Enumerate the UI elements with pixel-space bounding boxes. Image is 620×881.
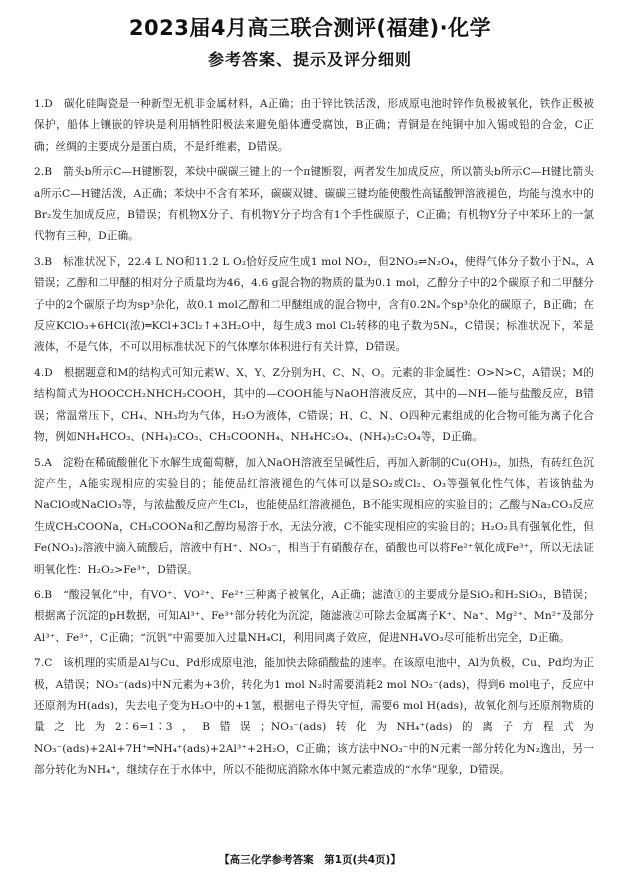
answer-explanation: 碳化硅陶瓷是一种新型无机非金属材料，A正确；由于锌比铁活泼，形成原电池时锌作负极被氧化，铁作正极被保护，船体上镶嵌的锌块是利用牺牲阳极法来避免船体遭受腐蚀，B正确；青铜是在纯铜中加入锡或铅的合金，C正确；丝绸的主要成分是蛋白质，不是纤维素，D错误。 <box>34 98 594 153</box>
answer-explanation: 箭头b所示C—H键断裂，苯炔中碳碳三键上的一个π键断裂，两者发生加成反应，所以箭头b所示C—H键比箭头a所示C—H键活泼，A正确；苯炔中不含有苯环，碳碳双键、碳碳三键均能使酸性高锰酸钾溶液褪色，均能与溴水中的Br₂发生加成反应，B错误；有机物X分子、有机物Y分子均含有1个手性碳原子，C正确；有机物Y分子中苯环上的一氯代物有三种，D正确。 <box>34 166 594 243</box>
page-footer: 【高三化学参考答案 第1页(共4页)】 <box>219 854 401 866</box>
answer-number: 5.A <box>34 456 53 469</box>
answer-number: 2.B <box>34 166 53 179</box>
answer-number: 3.B <box>34 255 53 268</box>
answer-explanation: 根据题意和M的结构式可知元素W、X、Y、Z分别为H、C、N、O。元素的非金属性：O>N>C，A错误；M的结构简式为HOOCCH₂NHCH₂COOH，其中的—COOH能与NaOH溶液反应，其中的—NH—能与盐酸反应，B错误；常温常压下，CH₄、NH₃均为气体，H₂O为液体，C错误；H、C、N、O四种元素组成的化合物可能为离子化合物，例如NH₄HCO₃、(NH₄)₂CO₃、CH₃COONH₄、NH₄HC₂O₄、(NH₄)₂C₂O₄等，D正确。 <box>34 366 594 444</box>
answer-list <box>34 94 594 786</box>
answer-item-4 <box>34 363 594 449</box>
answer-number: 4.D <box>34 366 53 379</box>
answer-item-1 <box>34 94 594 158</box>
answer-explanation: 标准状况下，22.4 L NO和11.2 L O₂恰好反应生成1 mol NO₂，但2NO₂⇌N₂O₄，使得气体分子数小于Nₐ，A错误；乙醇和二甲醚的相对分子质量均为46，4.6 g混合物的物质的量为0.1 mol，乙醇分子中的2个碳原子和二甲醚分子中的2个碳原子均为sp³杂化，故0.1 mol乙醇和二甲醚组成的混合物中，含有0.2Nₐ个sp³杂化的碳原子，B正确；在反应KClO₃+6HCl(浓)═KCl+3Cl₂↑+3H₂O中，每生成3 mol Cl₂转移的电子数为5Nₐ，C错误；标准状况下，苯是液体，不是气体，不可以用标准状况下的气体摩尔体积进行有关计算，D错误。 <box>34 255 594 354</box>
answer-item-7 <box>34 653 594 781</box>
answer-explanation: “酸浸氧化”中，有VO⁺、VO²⁺、Fe²⁺三种离子被氧化，A正确；滤渣①的主要成分是SiO₂和H₂SiO₃，B错误；根据离子沉淀的pH数据，可知Al³⁺、Fe³⁺部分转化为沉淀，随滤液②可除去金属离子K⁺、Na⁺、Mg²⁺、Mn²⁺及部分Al³⁺、Fe³⁺，C正确；“沉钒”中需要加入过量NH₄Cl，利用同离子效应，促进NH₄VO₃尽可能析出完全，D正确。 <box>34 588 594 644</box>
answer-number: 6.B <box>34 588 53 601</box>
page-subtitle: 参考答案、提示及评分细则 <box>207 50 412 69</box>
answer-explanation: 淀粉在稀硫酸催化下水解生成葡萄糖，加入NaOH溶液至呈碱性后，再加入新制的Cu(OH)₂，加热，有砖红色沉淀产生，A能实现相应的实验目的；能使品红溶液褪色的气体可以是SO₂或Cl₂、O₃等强氧化性气体，若该钠盐为NaClO或NaClO₃等，与浓盐酸反应产生Cl₂，也能使品红溶液褪色，B不能实现相应的实验目的；乙酸与Na₂CO₃反应生成CH₃COONa，CH₃COONa和乙醇均易溶于水，无法分液，C不能实现相应的实验目的；H₂O₂具有强氧化性，但Fe(NO₃)₂溶液中滴入硫酸后，溶液中有H⁺、NO₃⁻，相当于有硝酸存在，硝酸也可以将Fe²⁺氧化成Fe³⁺，所以无法证明氧化性：H₂O₂>Fe³⁺，D错误。 <box>34 456 594 576</box>
answer-item-3 <box>34 252 594 359</box>
answer-item-5 <box>34 453 594 581</box>
answer-number: 1.D <box>34 98 53 110</box>
page-title: 2023届4月高三联合测评(福建)·化学 <box>128 16 492 40</box>
answer-number: 7.C <box>34 657 53 670</box>
answer-item-6 <box>34 585 594 649</box>
answer-item-2 <box>34 162 594 248</box>
answer-explanation: 该机理的实质是Al与Cu、Pd形成原电池，能加快去除硝酸盐的速率。在该原电池中，Al为负极，Cu、Pd均为正极，A错误；NO₃⁻(ads)中N元素为+3价，转化为1 mol N₂时需要消耗2 mol NO₂⁻(ads)，得到6 mol电子，反应中还原剂为H(ads)，失去电子变为H₂O中的+1氢，根据电子得失守恒，需要6 mol H(ads)，故氧化剂与还原剂物质的量之比为2∶6=1∶3，B错误；NO₃⁻(ads)转化为NH₄⁺(ads)的离子方程式为NO₃⁻(ads)+2Al+7H⁺═NH₄⁺(ads)+2Al³⁺+2H₂O，C正确；该方法中NO₃⁻中的N元素一部分转化为N₂逸出，另一部分转化为NH₄⁺，继续存在于水体中，所以不能彻底消除水体中氮元素造成的“水华”现象，D错误。 <box>34 657 594 777</box>
